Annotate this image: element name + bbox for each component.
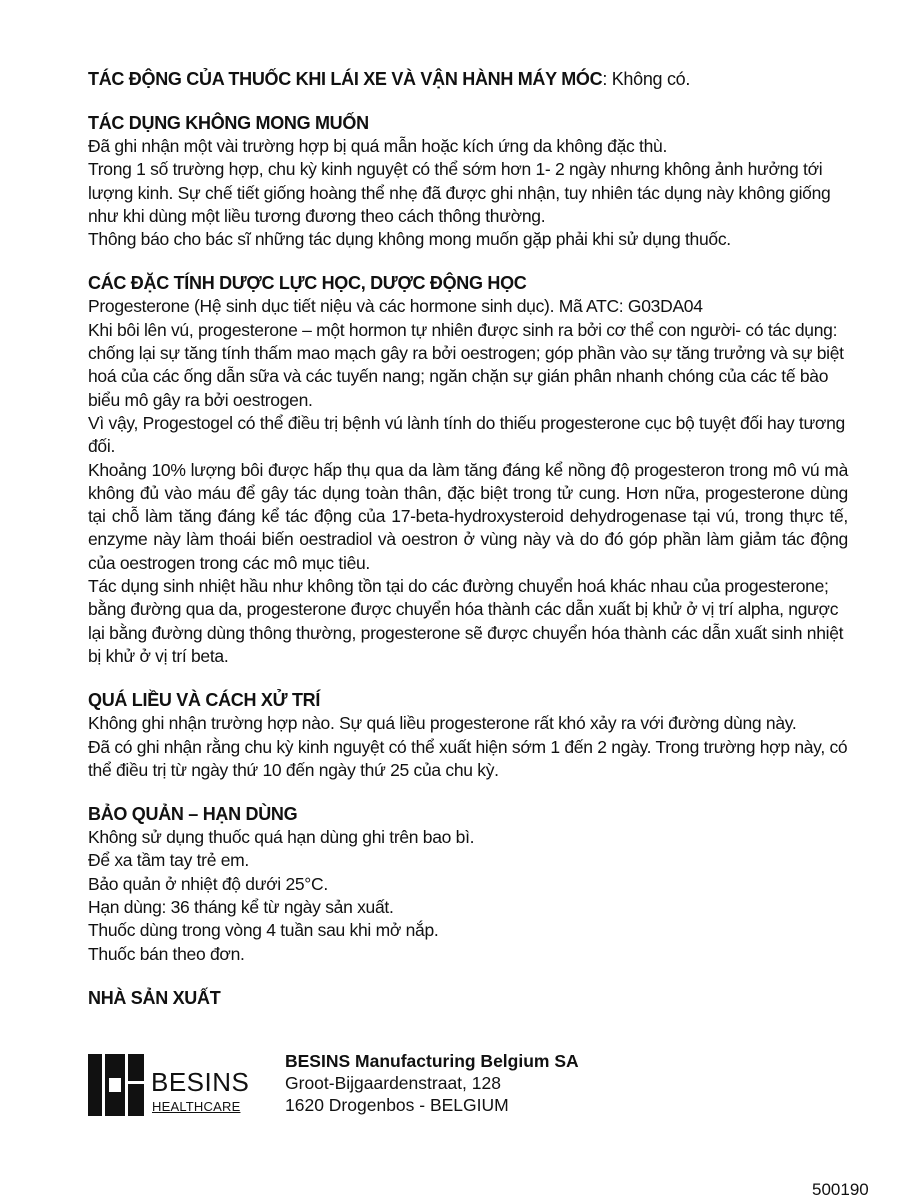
manufacturer-heading: NHÀ SẢN XUẤT bbox=[88, 987, 221, 1008]
pharmacology-section bbox=[88, 272, 848, 668]
besins-logo-mark-icon bbox=[88, 1054, 144, 1116]
side-effects-section bbox=[88, 112, 848, 251]
storage-line: Không sử dụng thuốc quá hạn dùng ghi trên bao bì. bbox=[88, 827, 475, 848]
overdose-paragraph: Không ghi nhận trường hợp nào. Sự quá liều progesterone rất khó xảy ra với đường dùng này. bbox=[88, 713, 797, 734]
pharmacology-paragraph: Progesterone (Hệ sinh dục tiết niệu và các hormone sinh dục). Mã ATC: G03DA04 bbox=[88, 296, 703, 317]
storage-heading: BẢO QUẢN – HẠN DÙNG bbox=[88, 804, 298, 825]
page-code: 500190 bbox=[812, 1180, 869, 1199]
overdose-heading: QUÁ LIỀU VÀ CÁCH XỬ TRÍ bbox=[88, 690, 321, 711]
storage-line: Hạn dùng: 36 tháng kể từ ngày sản xuất. bbox=[88, 897, 394, 918]
pharmacology-paragraph: Vì vậy, Progestogel có thể điều trị bệnh vú lành tính do thiếu progesterone cục bộ tuyệt đối hay tương đối. bbox=[88, 412, 845, 457]
overdose-section bbox=[88, 689, 848, 782]
storage-line: Thuốc bán theo đơn. bbox=[88, 943, 245, 964]
logo-wordmark: BESINS bbox=[151, 1067, 250, 1097]
leaflet-body bbox=[88, 68, 848, 1018]
side-effects-paragraph: Đã ghi nhận một vài trường hợp bị quá mẫn hoặc kích ứng da không đặc thù. bbox=[88, 136, 668, 156]
pharmacology-paragraph: Tác dụng sinh nhiệt hầu như không tồn tại do các đường chuyển hoá khác nhau của progesterone; bằng đường qua da, progesterone được chuyển hóa thành các dẫn xuất bị khử ở vị trí alpha, ngược lại bằng đường dùng thông thường, progesterone sẽ được chuyển hóa thành các dẫn xuất sinh nhiệt bị khử ở vị trí beta. bbox=[88, 576, 844, 666]
pharmacology-heading: CÁC ĐẶC TÍNH DƯỢC LỰC HỌC, DƯỢC ĐỘNG HỌC bbox=[88, 273, 527, 294]
besins-logo bbox=[88, 1054, 248, 1116]
address-line: 1620 Drogenbos - BELGIUM bbox=[285, 1095, 509, 1115]
driving-value: : Không có. bbox=[602, 69, 691, 89]
pharmacology-paragraph: Khi bôi lên vú, progesterone – một hormon tự nhiên được sinh ra bởi cơ thể con người- có tác dụng: chống lại sự tăng tính thấm mao mạch gây ra bởi oestrogen; góp phần vào sự tăng trưởng và sự biệt hoá của các ống dẫn sữa và các tuyến nang; ngăn chặn sự gián phân nhanh chóng của các tế bào biểu mô gây ra bởi oestrogen. bbox=[88, 319, 844, 410]
manufacturer-name: BESINS Manufacturing Belgium SA bbox=[285, 1051, 579, 1071]
driving-heading: TÁC ĐỘNG CỦA THUỐC KHI LÁI XE VÀ VẬN HÀNH MÁY MÓC bbox=[88, 69, 603, 89]
driving-heading-line bbox=[88, 68, 848, 91]
storage-line: Để xa tầm tay trẻ em. bbox=[88, 850, 249, 871]
pharmacology-paragraph: Khoảng 10% lượng bôi được hấp thụ qua da làm tăng đáng kể nồng độ progesteron trong mô vú mà không đủ vào máu để gây tác dụng toàn thân, đặc biệt trong tử cung. Hơn nữa, progesterone dùng tại chỗ làm tăng đáng kể tác động của 17-beta-hydroxysteroid dehydrogenase tại vú, trong thực tế, enzyme này làm thoái biến oestradiol và oestron ở vùng này và do đó góp phần làm giảm tác động của oestrogen trong các mô mục tiêu. bbox=[88, 459, 848, 573]
logo-subtitle: HEALTHCARE bbox=[152, 1099, 241, 1114]
address-line: Groot-Bijgaardenstraat, 128 bbox=[285, 1073, 501, 1093]
storage-line: Bảo quản ở nhiệt độ dưới 25°C. bbox=[88, 873, 328, 894]
side-effects-paragraph: Thông báo cho bác sĩ những tác dụng không mong muốn gặp phải khi sử dụng thuốc. bbox=[88, 229, 731, 250]
overdose-paragraph: Đã có ghi nhận rằng chu kỳ kinh nguyệt có thể xuất hiện sớm 1 đến 2 ngày. Trong trường hợp này, có thể điều trị từ ngày thứ 10 đến ngày thứ 25 của chu kỳ. bbox=[88, 736, 848, 780]
manufacturer-block bbox=[88, 1050, 848, 1120]
storage-line: Thuốc dùng trong vòng 4 tuần sau khi mở nắp. bbox=[88, 920, 439, 941]
storage-section bbox=[88, 803, 848, 966]
side-effects-heading: TÁC DỤNG KHÔNG MONG MUỐN bbox=[88, 113, 369, 133]
manufacturer-address bbox=[285, 1050, 579, 1116]
driving-section bbox=[88, 68, 848, 91]
side-effects-paragraph: Trong 1 số trường hợp, chu kỳ kinh nguyệt có thể sớm hơn 1- 2 ngày nhưng không ảnh hưởng tới lượng kinh. Sự chế tiết giống hoàng thể nhẹ đã được ghi nhận, tuy nhiên tác dụng này không giống như khi dùng một liều tương đương theo cách thông thường. bbox=[88, 159, 831, 226]
